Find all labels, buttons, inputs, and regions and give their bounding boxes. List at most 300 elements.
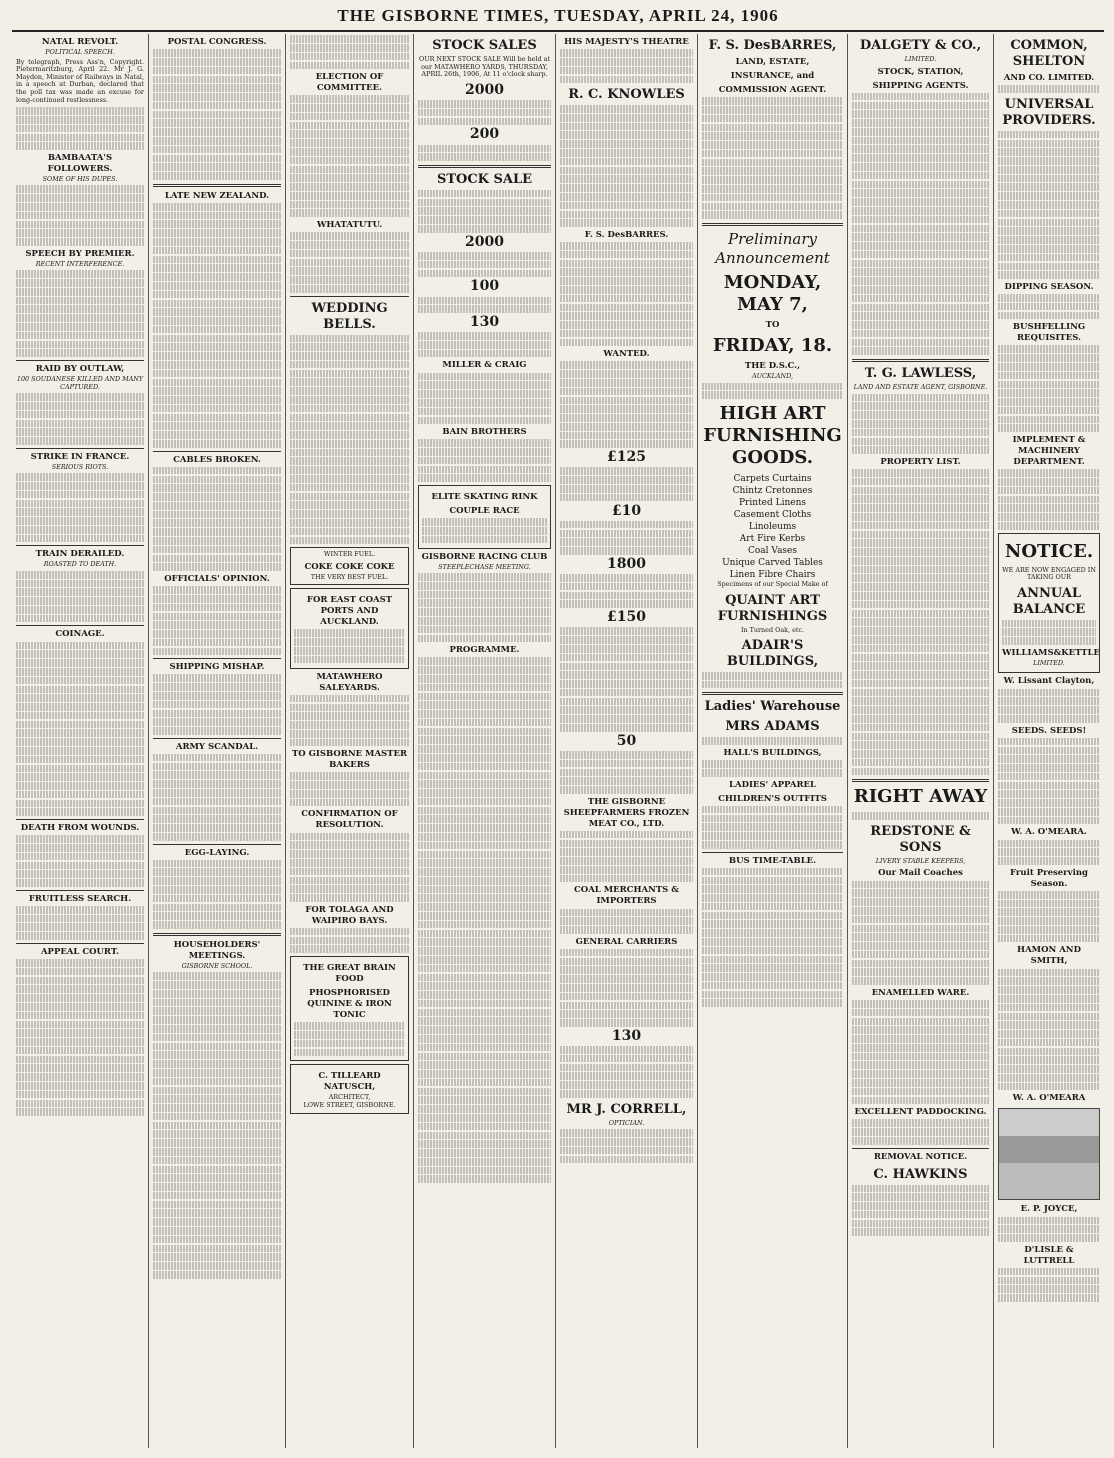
text-line bbox=[153, 1209, 281, 1217]
text-line bbox=[290, 201, 409, 209]
text-line bbox=[418, 252, 551, 260]
text-line bbox=[16, 314, 144, 322]
text-line bbox=[852, 768, 989, 776]
text-line bbox=[702, 929, 843, 937]
headline: UNIVERSAL PROVIDERS. bbox=[1002, 96, 1096, 128]
headline: Fruit Preserving Season. bbox=[1010, 867, 1088, 889]
text-line bbox=[560, 440, 693, 448]
text-line bbox=[153, 1113, 281, 1121]
text-line bbox=[702, 115, 843, 123]
text-line bbox=[560, 1010, 693, 1018]
text-line bbox=[560, 397, 693, 405]
text-line bbox=[852, 304, 989, 312]
text-line bbox=[702, 991, 843, 999]
text-line bbox=[153, 111, 281, 119]
text-line bbox=[998, 755, 1100, 763]
text-line bbox=[153, 868, 281, 876]
text-line bbox=[998, 354, 1100, 362]
text-line bbox=[998, 219, 1100, 227]
text-line bbox=[153, 326, 281, 334]
text-line bbox=[16, 125, 144, 133]
text-line bbox=[998, 363, 1100, 371]
text-line bbox=[16, 870, 144, 878]
text-line bbox=[852, 741, 989, 749]
text-line bbox=[702, 132, 843, 140]
text-line bbox=[418, 1035, 551, 1043]
text-line bbox=[153, 824, 281, 832]
text-line bbox=[852, 636, 989, 644]
headline: STOCK SALES bbox=[432, 38, 537, 53]
text-line bbox=[16, 747, 144, 755]
subhead: LAND AND ESTATE AGENT, GISBORNE. bbox=[853, 383, 988, 392]
text-line bbox=[998, 900, 1100, 908]
text-line bbox=[290, 276, 409, 284]
advert-text: In Turned Oak, etc. bbox=[740, 625, 805, 634]
text-line bbox=[418, 657, 551, 665]
subhead: SOME OF HIS DUPES. bbox=[42, 174, 118, 183]
text-line bbox=[294, 629, 405, 637]
text-line bbox=[418, 1044, 551, 1052]
headline: MRS ADAMS bbox=[725, 719, 820, 735]
text-line bbox=[998, 254, 1100, 262]
text-line bbox=[852, 93, 989, 101]
text-line bbox=[153, 431, 281, 439]
text-line bbox=[422, 536, 547, 544]
text-line bbox=[560, 467, 693, 475]
headline: TRAIN DERAILED. bbox=[35, 549, 125, 560]
text-line bbox=[852, 1000, 989, 1008]
text-line bbox=[998, 799, 1100, 807]
text-line bbox=[998, 294, 1100, 302]
text-line bbox=[16, 349, 144, 357]
text-line bbox=[153, 595, 281, 603]
text-line bbox=[16, 668, 144, 676]
price-figure: 50 bbox=[616, 732, 637, 749]
text-line bbox=[153, 1104, 281, 1112]
text-line bbox=[153, 972, 281, 980]
text-line bbox=[560, 592, 693, 600]
text-line bbox=[290, 431, 409, 439]
text-line bbox=[560, 857, 693, 865]
text-line bbox=[852, 1220, 989, 1228]
text-line bbox=[16, 203, 144, 211]
text-line bbox=[998, 271, 1100, 279]
text-line bbox=[153, 1174, 281, 1182]
text-line bbox=[998, 210, 1100, 218]
text-line bbox=[153, 58, 281, 66]
text-line bbox=[16, 508, 144, 516]
text-line bbox=[852, 1035, 989, 1043]
headline: MILLER & CRAIG bbox=[442, 360, 527, 371]
text-line bbox=[16, 765, 144, 773]
headline: W. A. O'MEARA bbox=[1012, 1093, 1086, 1104]
text-line bbox=[852, 671, 989, 679]
text-line bbox=[153, 128, 281, 136]
text-line bbox=[852, 881, 989, 889]
text-line bbox=[852, 1185, 989, 1193]
text-line bbox=[418, 608, 551, 616]
column-4 bbox=[414, 34, 556, 1448]
text-line bbox=[560, 909, 693, 917]
text-line bbox=[998, 398, 1100, 406]
text-line bbox=[560, 645, 693, 653]
text-line bbox=[560, 193, 693, 201]
text-line bbox=[998, 1225, 1100, 1233]
text-line bbox=[422, 518, 547, 526]
text-line bbox=[153, 1122, 281, 1130]
text-line bbox=[852, 225, 989, 233]
headline: D'LISLE & LUTTRELL bbox=[1023, 1244, 1075, 1266]
text-line bbox=[998, 175, 1100, 183]
text-line bbox=[852, 312, 989, 320]
text-line bbox=[16, 597, 144, 605]
text-line bbox=[290, 833, 409, 841]
price-figure: £10 bbox=[611, 502, 642, 519]
headline: HAMON AND SMITH, bbox=[1017, 945, 1081, 967]
text-line bbox=[852, 1026, 989, 1034]
text-line bbox=[560, 706, 693, 714]
text-line bbox=[153, 155, 281, 163]
text-line bbox=[16, 229, 144, 237]
text-line bbox=[852, 438, 989, 446]
text-line bbox=[418, 1149, 551, 1157]
text-line bbox=[418, 851, 551, 859]
text-line bbox=[418, 199, 551, 207]
masthead: THE GISBORNE TIMES, TUESDAY, APRIL 24, 1906 bbox=[12, 4, 1104, 32]
text-line bbox=[16, 588, 144, 596]
text-line bbox=[702, 938, 843, 946]
text-line bbox=[418, 261, 551, 269]
text-line bbox=[418, 824, 551, 832]
text-line bbox=[702, 159, 843, 167]
text-line bbox=[16, 212, 144, 220]
text-line bbox=[852, 898, 989, 906]
text-line bbox=[418, 701, 551, 709]
text-line bbox=[16, 341, 144, 349]
text-line bbox=[852, 689, 989, 697]
text-line bbox=[702, 203, 843, 211]
text-line bbox=[998, 790, 1100, 798]
text-line bbox=[16, 782, 144, 790]
text-line bbox=[16, 694, 144, 702]
headline: SPEECH BY PREMIER. bbox=[25, 248, 135, 259]
text-line bbox=[153, 247, 281, 255]
text-line bbox=[560, 158, 693, 166]
text-line bbox=[294, 1040, 405, 1048]
text-line bbox=[852, 446, 989, 454]
advert-line: LAND, ESTATE, bbox=[735, 57, 810, 67]
text-line bbox=[153, 146, 281, 154]
text-line bbox=[418, 868, 551, 876]
text-line bbox=[153, 102, 281, 110]
text-line bbox=[16, 791, 144, 799]
text-line bbox=[852, 715, 989, 723]
text-line bbox=[702, 681, 843, 689]
text-line bbox=[418, 1053, 551, 1061]
headline: PROPERTY LIST. bbox=[880, 456, 961, 467]
text-line bbox=[560, 370, 693, 378]
text-line bbox=[418, 719, 551, 727]
text-line bbox=[418, 1026, 551, 1034]
text-line bbox=[153, 335, 281, 343]
text-line bbox=[852, 1119, 989, 1127]
text-line bbox=[16, 305, 144, 313]
text-line bbox=[418, 763, 551, 771]
text-line bbox=[153, 387, 281, 395]
text-line bbox=[998, 995, 1100, 1003]
text-line bbox=[998, 908, 1100, 916]
text-line bbox=[852, 487, 989, 495]
text-line bbox=[418, 947, 551, 955]
text-line bbox=[153, 1236, 281, 1244]
text-line bbox=[702, 815, 843, 823]
text-line bbox=[153, 639, 281, 647]
text-line bbox=[560, 251, 693, 259]
text-line bbox=[153, 1007, 281, 1015]
text-line bbox=[852, 163, 989, 171]
headline: F. S. DesBARRES, bbox=[708, 38, 837, 53]
text-line bbox=[418, 938, 551, 946]
headline: W. A. O'MEARA. bbox=[1011, 827, 1087, 838]
text-line bbox=[702, 141, 843, 149]
text-line bbox=[998, 1030, 1100, 1038]
advert-notice bbox=[998, 533, 1100, 674]
text-line bbox=[560, 715, 693, 723]
text-line bbox=[998, 926, 1100, 934]
text-line bbox=[702, 841, 843, 849]
text-line bbox=[852, 1211, 989, 1219]
headline: WANTED. bbox=[603, 349, 650, 360]
text-line bbox=[418, 145, 551, 153]
text-line bbox=[290, 192, 409, 200]
text-line bbox=[418, 582, 551, 590]
text-line bbox=[852, 1018, 989, 1026]
text-line bbox=[560, 1064, 693, 1072]
text-line bbox=[560, 361, 693, 369]
text-line bbox=[16, 686, 144, 694]
headline: BUS TIME-TABLE. bbox=[728, 855, 817, 866]
text-line bbox=[418, 1105, 551, 1113]
text-line bbox=[290, 62, 409, 70]
advert-skating bbox=[418, 485, 551, 549]
text-line bbox=[560, 958, 693, 966]
text-line bbox=[418, 297, 551, 305]
text-line bbox=[852, 627, 989, 635]
text-line bbox=[560, 260, 693, 268]
subhead: STEEPLECHASE MEETING. bbox=[438, 562, 531, 571]
advert-text: OUR NEXT STOCK SALE Will be held at our MATAWHERO YARDS, THURSDAY, APRIL 26th, 1906, At 11 o'clock sharp. bbox=[418, 55, 551, 79]
text-line bbox=[998, 389, 1100, 397]
text-line bbox=[560, 654, 693, 662]
text-line bbox=[16, 107, 144, 115]
text-line bbox=[702, 956, 843, 964]
text-line bbox=[153, 528, 281, 536]
text-line bbox=[702, 211, 843, 219]
headline: QUAINT ART FURNISHINGS bbox=[717, 592, 828, 624]
text-line bbox=[702, 97, 843, 105]
text-line bbox=[16, 606, 144, 614]
text-line bbox=[16, 968, 144, 976]
text-line bbox=[16, 116, 144, 124]
text-line bbox=[998, 706, 1100, 714]
text-line bbox=[702, 106, 843, 114]
text-line bbox=[153, 370, 281, 378]
text-line bbox=[852, 137, 989, 145]
text-line bbox=[998, 166, 1100, 174]
text-line bbox=[418, 1132, 551, 1140]
text-line bbox=[153, 1192, 281, 1200]
advert-headline: PHOSPHORISED QUININE & IRON TONIC bbox=[307, 988, 392, 1020]
text-line bbox=[998, 977, 1100, 985]
text-line bbox=[16, 428, 144, 436]
text-line bbox=[153, 1271, 281, 1279]
text-line bbox=[153, 990, 281, 998]
text-line bbox=[418, 710, 551, 718]
text-line bbox=[418, 417, 551, 425]
text-line bbox=[290, 387, 409, 395]
text-line bbox=[153, 807, 281, 815]
text-line bbox=[16, 1029, 144, 1037]
advert-text: Specimens of our Special Make of bbox=[717, 579, 828, 588]
text-line bbox=[153, 256, 281, 264]
column-6 bbox=[698, 34, 848, 1448]
text-line bbox=[852, 618, 989, 626]
text-line bbox=[852, 942, 989, 950]
text-line bbox=[153, 502, 281, 510]
text-line bbox=[418, 903, 551, 911]
text-line bbox=[998, 381, 1100, 389]
advert-shipping bbox=[290, 588, 409, 668]
text-line bbox=[418, 1009, 551, 1017]
text-line bbox=[560, 547, 693, 555]
text-line bbox=[560, 1081, 693, 1089]
headline: LADIES' APPAREL bbox=[729, 779, 816, 790]
text-line bbox=[998, 192, 1100, 200]
advert-line: STOCK, STATION, bbox=[877, 66, 964, 77]
text-line bbox=[1002, 620, 1096, 628]
text-line bbox=[852, 207, 989, 215]
text-line bbox=[153, 172, 281, 180]
text-line bbox=[290, 945, 409, 953]
text-line bbox=[560, 1055, 693, 1063]
stock-count: 2000 bbox=[465, 81, 504, 98]
text-line bbox=[290, 343, 409, 351]
text-line bbox=[852, 733, 989, 741]
text-line bbox=[998, 478, 1100, 486]
text-line bbox=[852, 759, 989, 767]
text-line bbox=[153, 163, 281, 171]
advert-headline: COUPLE RACE bbox=[449, 506, 520, 516]
stock-count: 2000 bbox=[465, 233, 504, 250]
text-line bbox=[418, 991, 551, 999]
text-line bbox=[294, 1031, 405, 1039]
text-line bbox=[852, 1228, 989, 1236]
text-line bbox=[16, 915, 144, 923]
text-line bbox=[418, 466, 551, 474]
text-line bbox=[16, 411, 144, 419]
text-line bbox=[418, 1088, 551, 1096]
text-line bbox=[560, 476, 693, 484]
text-line bbox=[418, 332, 551, 340]
text-line bbox=[560, 67, 693, 75]
subhead: OPTICIAN. bbox=[608, 1118, 645, 1127]
text-line bbox=[418, 684, 551, 692]
text-line bbox=[560, 131, 693, 139]
text-line bbox=[422, 527, 547, 535]
text-line bbox=[153, 1043, 281, 1051]
headline: SHIPPING MISHAP. bbox=[169, 662, 265, 673]
text-line bbox=[852, 402, 989, 410]
text-line bbox=[16, 1038, 144, 1046]
text-line bbox=[560, 277, 693, 285]
text-line bbox=[852, 469, 989, 477]
text-line bbox=[560, 1002, 693, 1010]
text-line bbox=[998, 469, 1100, 477]
text-line bbox=[418, 772, 551, 780]
text-line bbox=[153, 1025, 281, 1033]
text-line bbox=[560, 167, 693, 175]
text-line bbox=[290, 537, 409, 545]
text-line bbox=[16, 1082, 144, 1090]
headline: IMPLEMENT & MACHINERY DEPARTMENT. bbox=[1012, 435, 1086, 468]
headline: ARMY SCANDAL. bbox=[175, 741, 259, 752]
text-line bbox=[852, 706, 989, 714]
text-line bbox=[16, 1056, 144, 1064]
text-line bbox=[852, 574, 989, 582]
text-line bbox=[852, 1009, 989, 1017]
text-line bbox=[16, 1073, 144, 1081]
text-line bbox=[153, 343, 281, 351]
text-line bbox=[998, 986, 1100, 994]
subhead: POLITICAL SPEECH. bbox=[45, 48, 115, 56]
text-line bbox=[998, 969, 1100, 977]
text-line bbox=[290, 730, 409, 738]
text-line bbox=[16, 862, 144, 870]
text-line bbox=[852, 1137, 989, 1145]
text-line bbox=[560, 840, 693, 848]
text-line bbox=[153, 860, 281, 868]
text-line bbox=[153, 352, 281, 360]
text-line bbox=[153, 49, 281, 57]
text-line bbox=[560, 423, 693, 431]
text-line bbox=[290, 104, 409, 112]
text-line bbox=[153, 1051, 281, 1059]
text-line bbox=[998, 345, 1100, 353]
text-line bbox=[852, 812, 989, 820]
text-line bbox=[418, 216, 551, 224]
advert-headline: C. TILLEARD NATUSCH, bbox=[318, 1071, 381, 1093]
text-line bbox=[418, 754, 551, 762]
text-line bbox=[852, 724, 989, 732]
text-line bbox=[702, 124, 843, 132]
advert-line: INSURANCE, and bbox=[730, 71, 815, 81]
text-line bbox=[998, 1048, 1100, 1056]
text-line bbox=[560, 388, 693, 396]
text-line bbox=[16, 659, 144, 667]
text-line bbox=[418, 736, 551, 744]
text-line bbox=[16, 932, 144, 940]
headline: HIS MAJESTY'S THEATRE bbox=[564, 37, 689, 47]
text-line bbox=[290, 209, 409, 217]
list-item: Coal Vases bbox=[747, 545, 797, 556]
text-line bbox=[998, 236, 1100, 244]
text-line bbox=[852, 119, 989, 127]
text-line bbox=[294, 1022, 405, 1030]
subhead: LIMITED. bbox=[904, 55, 937, 63]
text-line bbox=[418, 1096, 551, 1104]
text-line bbox=[998, 416, 1100, 424]
text-line bbox=[852, 242, 989, 250]
